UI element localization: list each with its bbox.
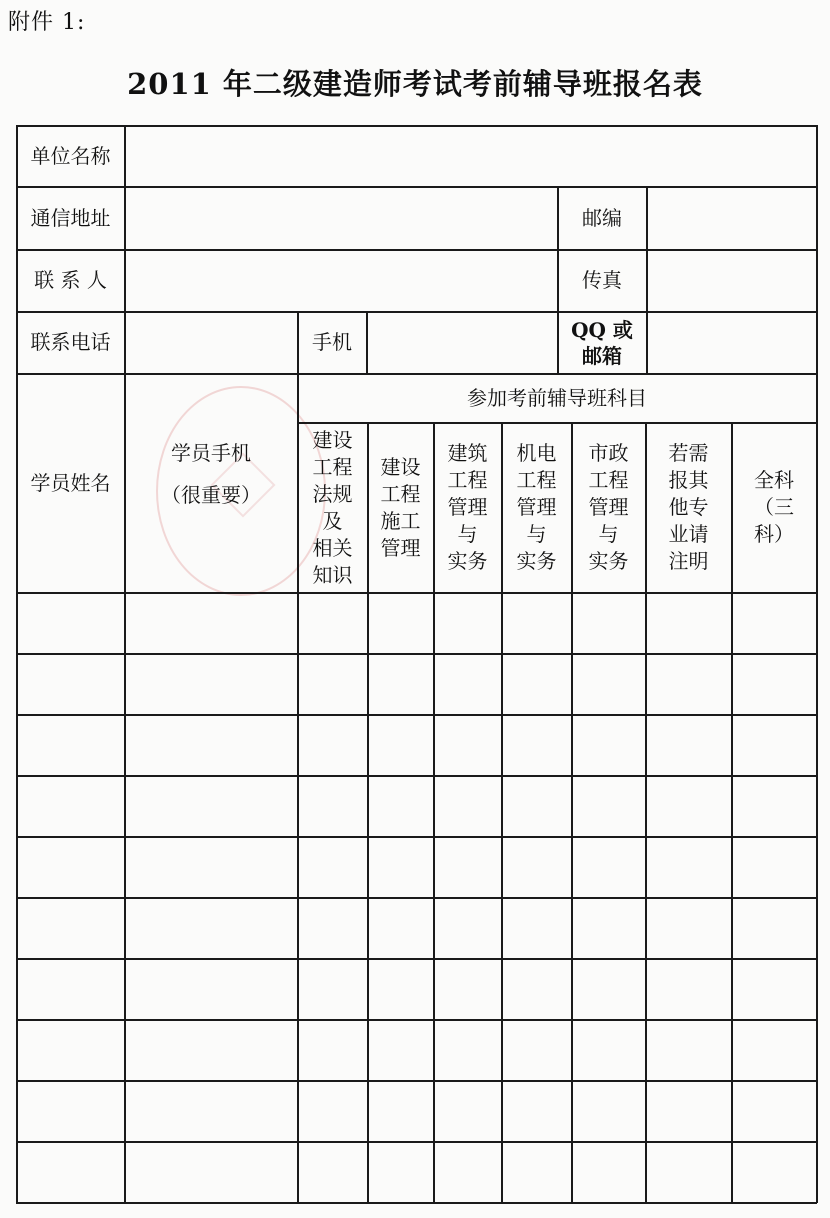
blank-row-divider-2 [16, 653, 817, 655]
blank-row-divider-7 [16, 958, 817, 960]
subject-law: 建设 工程 法规 及 相关 知识 [312, 427, 353, 587]
student-name-header: 学员姓名 [30, 470, 111, 495]
blank-row-divider-3 [16, 714, 817, 716]
subject-municipal-practice: 市政 工程 管理 与 实务 [588, 441, 629, 573]
qq-email-label: QQ 或 邮箱 [571, 317, 633, 368]
subject-mechanical-electrical-practice: 机电 工程 管理 与 实务 [516, 441, 557, 573]
table-border-top [16, 125, 817, 127]
form-title: 2011 年二级建造师考试考前辅导班报名表 [127, 67, 703, 101]
blank-row-divider-8 [16, 1019, 817, 1021]
subjects-group-header: 参加考前辅导班科目 [467, 385, 647, 410]
student-mobile-header: 学员手机 [171, 440, 251, 465]
address-label: 通信地址 [30, 205, 111, 230]
blank-row-divider-1 [16, 592, 817, 594]
contact-label: 联 系 人 [34, 268, 107, 292]
mobile-label-divider [366, 311, 368, 373]
subject-all-three: 全科 （三 科） [754, 468, 794, 546]
blank-row-divider-4 [16, 775, 817, 777]
phone-label: 联系电话 [30, 330, 111, 354]
blank-row-divider-9 [16, 1080, 817, 1082]
postcode-label: 邮编 [582, 205, 622, 230]
fax-label: 传真 [582, 268, 622, 292]
table-border-bottom [16, 1202, 817, 1204]
mobile-label: 手机 [312, 330, 352, 354]
unit-name-label: 单位名称 [30, 143, 111, 168]
blank-row-divider-10 [16, 1141, 817, 1143]
subject-construction-management: 建设 工程 施工 管理 [380, 454, 421, 560]
postcode-fax-qq-right-divider [646, 186, 648, 373]
important-note: （很重要） [161, 482, 261, 507]
table-border-right [816, 125, 818, 1203]
blank-row-divider-5 [16, 836, 817, 838]
row-divider-unit [16, 186, 817, 188]
blank-row-divider-6 [16, 897, 817, 899]
label-column-divider [124, 125, 126, 1203]
row-divider-contact [16, 311, 817, 313]
attachment-label: 附件 1: [8, 10, 86, 35]
subject-building-practice: 建筑 工程 管理 与 实务 [447, 441, 488, 573]
subject-other-specialty-note: 若需 报其 他专 业请 注明 [668, 441, 709, 573]
row-divider-address [16, 249, 817, 251]
